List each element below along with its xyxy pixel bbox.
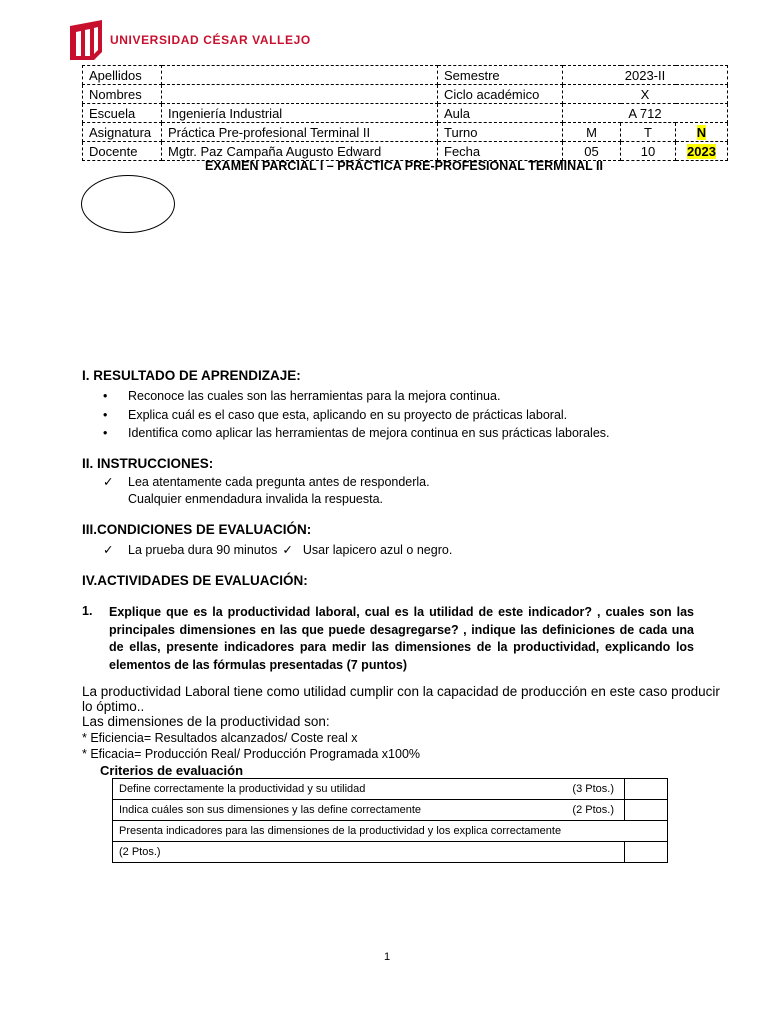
criteria-cell xyxy=(113,800,625,821)
list-item: • Identifica como aplicar las herramientas de mejora continua en sus prácticas laborales. xyxy=(103,426,610,440)
criteria-cell xyxy=(113,842,625,863)
bullet-text: Identifica como aplicar las herramientas de mejora continua en sus prácticas laborales. xyxy=(128,426,610,440)
answer-line: * Eficiencia= Resultados alcanzados/ Coste real x xyxy=(82,731,358,745)
label-ciclo: Ciclo académico xyxy=(438,85,563,104)
page-number: 1 xyxy=(384,951,391,963)
question-number: 1. xyxy=(82,604,93,618)
label-fecha: Fecha xyxy=(438,142,563,161)
ciclo-value: X xyxy=(563,85,728,104)
label-docente: Docente xyxy=(83,142,162,161)
table-row xyxy=(113,800,668,821)
criteria-title: Criterios de evaluación xyxy=(100,763,244,778)
fecha-year-highlight: 2023 xyxy=(687,143,716,159)
fecha-month: 10 xyxy=(621,142,676,161)
bullet-text: Explica cuál es el caso que esta, aplicando en su proyecto de prácticas laboral. xyxy=(128,407,568,422)
asignatura-value: Práctica Pre-profesional Terminal II xyxy=(162,123,438,142)
exam-title: EXAMEN PARCIAL I – PRÁCTICA PRE-PROFESIONAL TERMINAL II xyxy=(205,159,603,173)
checkmark-icon: ✓ xyxy=(103,475,114,489)
criteria-text: Indica cuáles son sus dimensiones y las define correctamente xyxy=(119,804,422,816)
list-item: • Explica cuál es el caso que esta, aplicando en su proyecto de prácticas laboral. xyxy=(103,407,568,422)
table-row xyxy=(83,85,728,104)
table-row xyxy=(83,142,728,161)
condition-duration: La prueba dura 90 minutos xyxy=(128,543,278,557)
label-escuela: Escuela xyxy=(83,104,162,123)
table-row xyxy=(83,104,728,123)
list-item xyxy=(103,492,430,510)
score-cell[interactable] xyxy=(625,842,668,863)
criteria-text: Presenta indicadores para las dimensiones de la productividad y los explica correctamente xyxy=(119,825,562,837)
instruction-text: Cualquier enmendadura invalida la respuesta. xyxy=(128,491,384,506)
turno-n-highlight: N xyxy=(696,124,707,140)
list-item xyxy=(103,474,430,492)
answer-line: lo óptimo.. xyxy=(82,699,145,714)
criteria-cell xyxy=(113,779,625,800)
apellidos-field[interactable] xyxy=(162,66,438,85)
table-row xyxy=(83,66,728,85)
criteria-table xyxy=(112,778,668,863)
label-asignatura: Asignatura xyxy=(83,123,162,142)
university-name: UNIVERSIDAD CÉSAR VALLEJO xyxy=(110,33,311,47)
checkmark-icon: ✓ xyxy=(282,543,293,557)
section-2-items xyxy=(103,474,430,509)
student-info-table xyxy=(82,65,728,161)
table-row xyxy=(83,123,728,142)
criteria-points: (2 Ptos.) xyxy=(572,804,614,816)
fecha-day: 05 xyxy=(563,142,621,161)
label-apellidos: Apellidos xyxy=(83,66,162,85)
section-3-items xyxy=(103,542,452,557)
label-aula: Aula xyxy=(438,104,563,123)
answer-line: Las dimensiones de la productividad son: xyxy=(82,714,330,729)
turno-n xyxy=(676,123,728,142)
score-cell[interactable] xyxy=(625,800,668,821)
condition-pen: Usar lapicero azul o negro. xyxy=(302,543,453,557)
aula-value: A 712 xyxy=(563,104,728,123)
checkmark-icon: ✓ xyxy=(103,543,114,557)
criteria-cell xyxy=(113,821,668,842)
criteria-points: (3 Ptos.) xyxy=(572,783,614,795)
section-1-title: I. RESULTADO DE APRENDIZAJE: xyxy=(82,368,301,383)
table-row xyxy=(113,821,668,842)
fecha-year xyxy=(676,142,728,161)
section-4-title: IV.ACTIVIDADES DE EVALUACIÓN: xyxy=(82,573,308,588)
answer-line: La productividad Laboral tiene como utilidad cumplir con la capacidad de producción en este caso producir xyxy=(82,684,720,699)
turno-m: M xyxy=(563,123,621,142)
table-row xyxy=(113,779,668,800)
semestre-value: 2023-II xyxy=(563,66,728,85)
section-2-title: II. INSTRUCCIONES: xyxy=(82,456,214,471)
answer-line: * Eficacia= Producción Real/ Producción Programada x100% xyxy=(82,747,421,761)
bullet-text: Reconoce las cuales son las herramientas para la mejora continua. xyxy=(128,389,501,403)
score-cell[interactable] xyxy=(625,779,668,800)
table-row xyxy=(113,842,668,863)
list-item: • Reconoce las cuales son las herramientas para la mejora continua. xyxy=(103,389,501,403)
nombres-field[interactable] xyxy=(162,85,438,104)
escuela-value: Ingeniería Industrial xyxy=(162,104,438,123)
label-turno: Turno xyxy=(438,123,563,142)
instruction-text: Lea atentamente cada pregunta antes de responderla. xyxy=(128,475,430,489)
label-semestre: Semestre xyxy=(438,66,563,85)
question-text: Explique que es la productividad laboral, cual es la utilidad de este indicador? , cuales son las principales dimensiones en las que puede desagregarse? , indique las definiciones de cada una de ellas, presente indicadores para medir las dimensiones de la productividad, explicando los elementos de las fórmulas presentadas (7 puntos) xyxy=(109,605,694,672)
section-3-title: III.CONDICIONES DE EVALUACIÓN: xyxy=(82,522,312,537)
grade-oval xyxy=(81,175,175,233)
docente-value: Mgtr. Paz Campaña Augusto Edward xyxy=(162,142,438,161)
criteria-text: (2 Ptos.) xyxy=(119,846,161,858)
turno-t: T xyxy=(621,123,676,142)
criteria-text: Define correctamente la productividad y su utilidad xyxy=(119,783,366,795)
label-nombres: Nombres xyxy=(83,85,162,104)
section-1-bullets xyxy=(103,389,610,445)
